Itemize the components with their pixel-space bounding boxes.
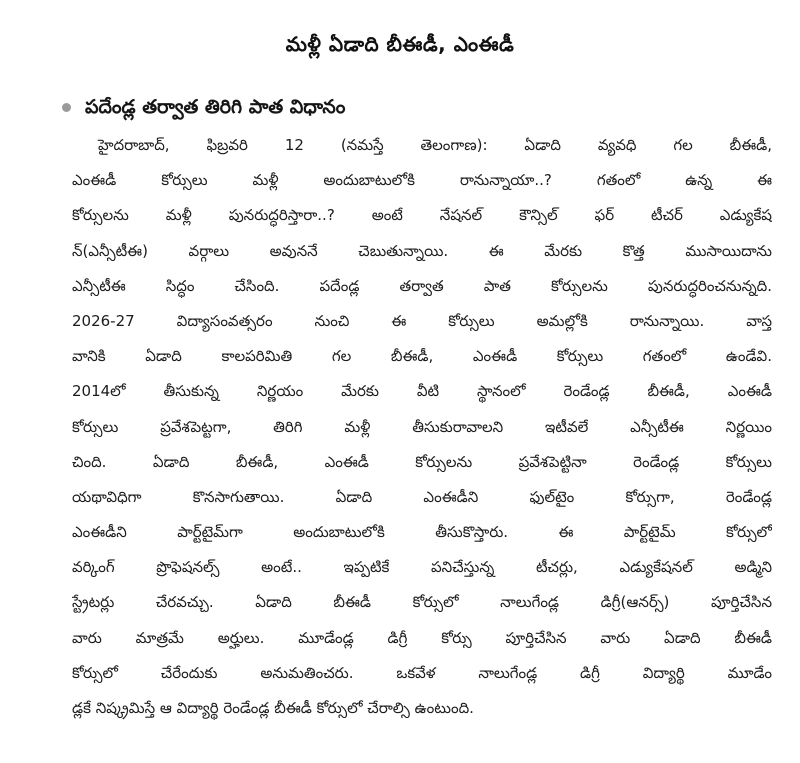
body-line: 2014లో తీసుకున్న నిర్ణయం మేరకు వీటి స్థానంలో రెండేండ్ల బీఈడీ, ఎంఈడీ — [72, 382, 772, 401]
body-line: డ్లకే నిష్క్రమిస్తే ఆ విద్యార్థి రెండేండ్ల బీఈడీ కోర్సులో చేరాల్సి ఉంటుంది. — [72, 699, 474, 717]
body-line: కోర్సులో చేరేందుకు అనుమతించరు. ఒకవేళ నాలుగేండ్ల డిగ్రీ విద్యార్థి మూడేం — [72, 663, 772, 682]
body-line: వర్కింగ్ ప్రొఫెషనల్స్ అంటే.. ఇప్పటికే పనిచేస్తున్న టీచర్లు, ఎడ్యుకేషనల్ అడ్మిని — [72, 558, 772, 577]
bullet-dot-icon — [62, 103, 71, 112]
body-line: హైదరాబాద్, ఫిబ్రవరి 12 (నమస్తే తెలంగాణ): ఏడాది వ్యవధి గల బీఈడీ, — [98, 136, 772, 154]
body-line: 2026-27 విద్యాసంవత్సరం నుంచి ఈ కోర్సులు అమల్లోకి రానున్నాయి. వాస్త — [72, 311, 772, 330]
body-line: ఎన్సీటీఈ సిద్ధం చేసింది. పదేండ్ల తర్వాత పాత కోర్సులను పునరుద్ధరించనున్నది. — [72, 276, 772, 295]
body-line: కోర్సులు ప్రవేశపెట్టగా, తిరిగి మళ్లీ తీసుకురావాలని ఇటీవలే ఎన్సీటీఈ నిర్ణయిం — [72, 417, 772, 436]
body-line: ఎంఈడీ కోర్సులు మళ్లీ అందుబాటులోకి రానున్నాయా..? గతంలో ఉన్న ఈ — [72, 171, 772, 190]
body-line: స్ట్రేటర్లు చేరవచ్చు. ఏడాది బీఈడీ కోర్సులో నాలుగేండ్ల డిగ్రీ(ఆనర్స్) పూర్తిచేసిన — [72, 593, 772, 612]
body-line: కోర్సులను మళ్లీ పునరుద్ధరిస్తారా..? అంటే నేషనల్ కౌన్సిల్ ఫర్ టీచర్ ఎడ్యుకేష — [72, 206, 772, 225]
body-line: న్(ఎన్సీటీఈ) వర్గాలు అవుననే చెబుతున్నాయి. ఈ మేరకు కొత్త ముసాయిదాను — [72, 241, 772, 260]
article-subheadline — [62, 92, 345, 122]
article-headline: మళ్లీ ఏడాది బీఈడీ, ఎంఈడీ — [285, 32, 515, 56]
body-line: ఎంఈడీని పార్ట్‌టైమ్‌గా అందుబాటులోకి తీసుకొస్తారు. ఈ పార్ట్‌టైమ్ కోర్సులో — [72, 523, 772, 542]
body-line: వారు మాత్రమే అర్హులు. మూడేండ్ల డిగ్రీ కోర్సు పూర్తిచేసిన వారు ఏడాది బీఈడీ — [72, 628, 772, 647]
body-line: చింది. ఏడాది బీఈడీ, ఎంఈడీ కోర్సులను ప్రవేశపెట్టినా రెండేండ్ల కోర్సులు — [72, 452, 772, 471]
body-line: యథావిధిగా కొనసాగుతాయి. ఏడాది ఎంఈడీని ఫుల్‌టైం కోర్సుగా, రెండేండ్ల — [72, 487, 772, 506]
body-line: వానికి ఏడాది కాలపరిమితి గల బీఈడీ, ఎంఈడీ కోర్సులు గతంలో ఉండేవి. — [72, 347, 772, 366]
article-body — [72, 128, 772, 726]
subheadline-text: పదేండ్ల తర్వాత తిరిగి పాత విధానం — [85, 96, 346, 118]
